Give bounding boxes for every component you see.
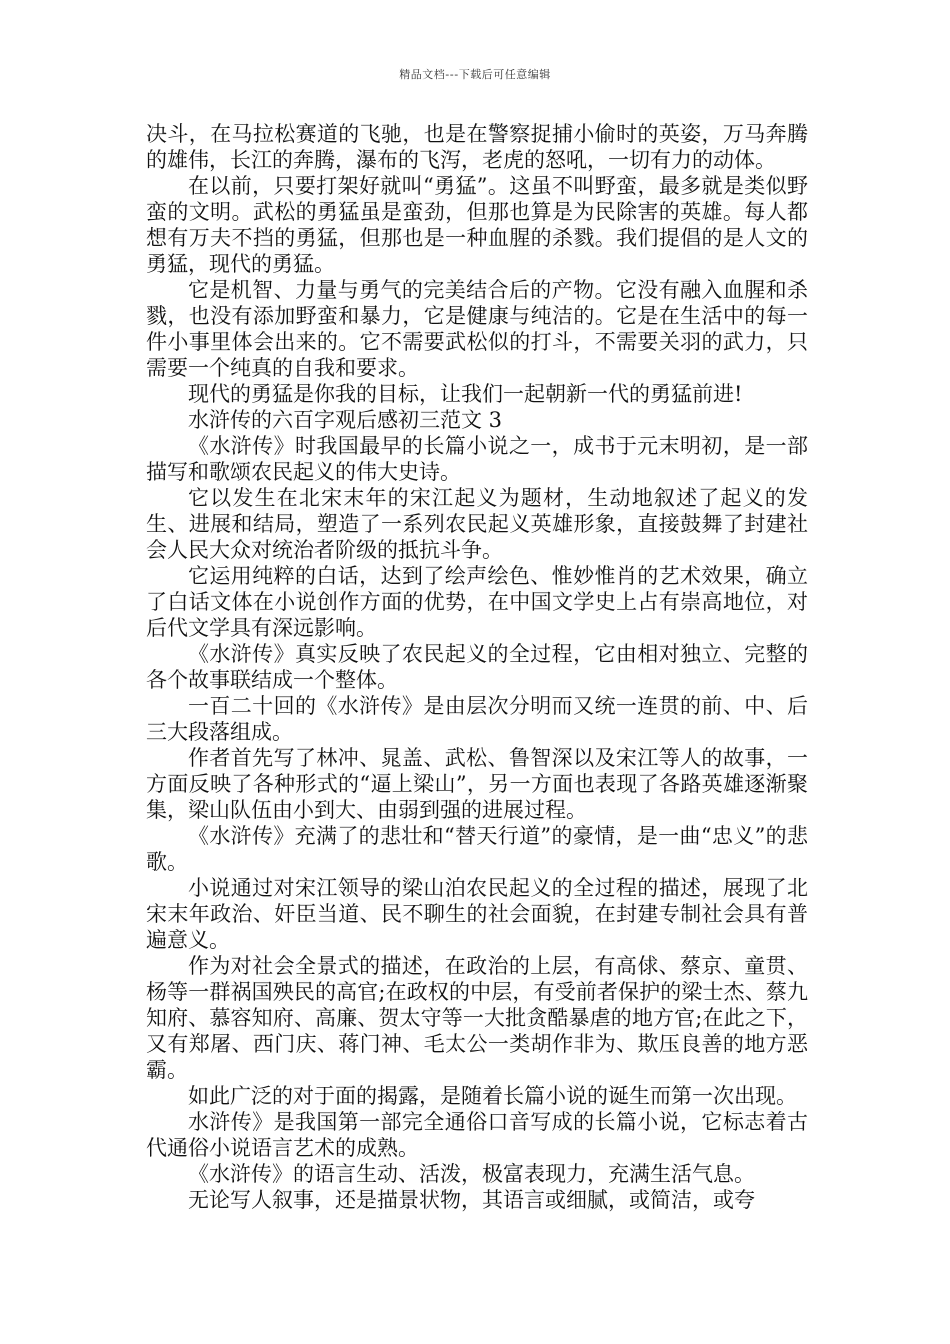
page-header: 精品文档---下载后可任意编辑 <box>399 68 551 81</box>
paragraph: 水浒传的六百字观后感初三范文 3 <box>188 408 503 432</box>
paragraph: 《水浒传》充满了的悲壮和“替天行道”的豪情，是一曲“忠义”的悲歌。 <box>146 824 808 874</box>
paragraph: 《水浒传》真实反映了农民起义的全过程，它由相对独立、完整的各个故事联结成一个整体。 <box>146 642 808 692</box>
paragraph: 它是机智、力量与勇气的完美结合后的产物。它没有融入血腥和杀戮，也没有添加野蛮和暴力，它是健康与纯洁的。它是在生活中的每一件小事里体会出来的。它不需要武松似的打斗，不需要关羽的武力，只需要一个纯真的自我和要求。 <box>146 278 808 380</box>
paragraph: 《水浒传》时我国最早的长篇小说之一，成书于元末明初，是一部描写和歌颂农民起义的伟大史诗。 <box>146 434 808 484</box>
paragraph: 决斗，在马拉松赛道的飞驰，也是在警察捉捕小偷时的英姿，万马奔腾的雄伟，长江的奔腾，瀑布的飞泻，老虎的怒吼，一切有力的动体。 <box>146 122 808 172</box>
paragraph: 如此广泛的对于面的揭露，是随着长篇小说的诞生而第一次出现。 <box>188 1084 797 1108</box>
paragraph: 现代的勇猛是你我的目标，让我们一起朝新一代的勇猛前进! <box>188 382 743 406</box>
paragraph: 它运用纯粹的白话，达到了绘声绘色、惟妙惟肖的艺术效果，确立了白话文体在小说创作方面的优势，在中国文学史上占有崇高地位，对后代文学具有深远影响。 <box>146 564 808 640</box>
paragraph: 一百二十回的《水浒传》是由层次分明而又统一连贯的前、中、后三大段落组成。 <box>146 694 808 744</box>
paragraph: 小说通过对宋江领导的梁山泊农民起义的全过程的描述，展现了北宋末年政治、奸臣当道、民不聊生的社会面貌，在封建专制社会具有普遍意义。 <box>146 876 808 952</box>
paragraph: 无论写人叙事，还是描景状物，其语言或细腻，或简洁，或夸 <box>188 1188 755 1212</box>
paragraph: 在以前，只要打架好就叫“勇猛”。这虽不叫野蛮，最多就是类似野蛮的文明。武松的勇猛虽是蛮劲，但那也算是为民除害的英雄。每人都想有万夫不挡的勇猛，但那也是一种血腥的杀戮。我们提倡的是人文的勇猛，现代的勇猛。 <box>146 174 808 276</box>
paragraph: 它以发生在北宋末年的宋江起义为题材，生动地叙述了起义的发生、进展和结局，塑造了一系列农民起义英雄形象，直接鼓舞了封建社会人民大众对统治者阶级的抵抗斗争。 <box>146 486 808 562</box>
paragraph: 作者首先写了林冲、晁盖、武松、鲁智深以及宋江等人的故事，一方面反映了各种形式的“逼上梁山”，另一方面也表现了各路英雄逐渐聚集，梁山队伍由小到大、由弱到强的进展过程。 <box>146 746 808 822</box>
document-body <box>146 121 808 1213</box>
paragraph: 水浒传》是我国第一部完全通俗口音写成的长篇小说，它标志着古代通俗小说语言艺术的成熟。 <box>146 1110 808 1160</box>
paragraph: 《水浒传》的语言生动、活泼，极富表现力，充满生活气息。 <box>188 1162 755 1186</box>
paragraph: 作为对社会全景式的描述，在政治的上层，有高俅、蔡京、童贯、杨等一群祸国殃民的高官;在政权的中层，有受前者保护的梁士杰、蔡九知府、慕容知府、高廉、贺太守等一大批贪酷暴虐的地方官;在此之下，又有郑屠、西门庆、蒋门神、毛太公一类胡作非为、欺压良善的地方恶霸。 <box>146 954 808 1082</box>
